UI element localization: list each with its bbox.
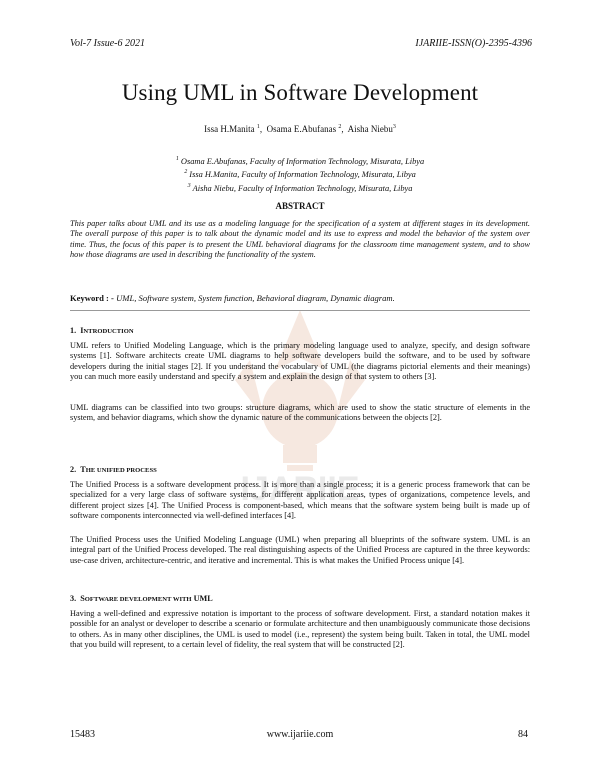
section-heading-software-development: 3. SOFTWARE DEVELOPMENT WITH UML — [70, 594, 213, 603]
affiliation-line: $^1$ Osama E.Abufanas, Faculty of Information Technology, Misurata, Libya — [175, 156, 425, 166]
watermark-text: IJARIIE — [240, 470, 360, 508]
author-name: Osama E.Abufanas — [266, 124, 337, 134]
author-list: Issa H.Manita $^1$, Osama E.Abufanas $^2$, Aisha Niebu$^3$ — [204, 124, 396, 134]
author-sup: 1 — [256, 124, 260, 130]
paragraph: The Unified Process is a software development process. It is more than a single process; it is a generic process framework that can be specialized for a very large class of software systems, for different application areas, types of organizations, competence levels, and different project sizes [4]. The Unified Process is component-based, which means that the software system being built is made up of software components interconnected via well-defined interfaces [4]. — [70, 480, 530, 520]
author-sup: 3 — [392, 124, 396, 130]
footer-paper-id: 15483 — [70, 729, 95, 740]
author-sup: 2 — [338, 124, 342, 130]
footer-website: www.ijariie.com — [266, 729, 334, 740]
author-name: Aisha Niebu — [347, 124, 393, 134]
footer-page-number: 84 — [518, 729, 528, 740]
abstract-text: This paper talks about UML and its use as a modeling language for the specification of a system at different stages in its development. The overall purpose of this paper is to talk about the dynamic model and its use to express and model the behavior of the system over time. Thus, the focus of this paper is to present the UML behavioral diagrams for the classroom time management system, and to show how those diagrams are used in describing the functionality of the system. — [70, 219, 530, 259]
keywords — [70, 293, 530, 303]
section-heading-unified-process: 2. THE UNIFIED PROCESS — [70, 465, 157, 474]
section-heading-introduction: 1. INTRODUCTION — [70, 326, 134, 335]
divider — [70, 310, 530, 311]
paragraph: The Unified Process uses the Unified Modeling Language (UML) when preparing all blueprints of the software system. UML is an integral part of the Unified Process developed. The real distinguishing aspects of the Unified Process are captured in the three keywords: use-case driven, architecture-centric, and iterative and incremental. This is what makes the Unified Process unique [4]. — [70, 535, 530, 565]
keywords-label: Keyword : - — [70, 293, 114, 303]
author-name: Issa H.Manita — [204, 124, 255, 134]
paragraph: UML refers to Unified Modeling Language, which is the primary modeling language used to analyze, specify, and design software systems [1]. Software architects create UML diagrams to help software developers build the software, and to be used by software developers during the initial stages [2]. If you understand the vocabulary of UML (the diagrams pictorial elements and their meanings) you can much more easily understand and specify a system and explain the design of that system to others [3]. — [70, 341, 530, 381]
abstract-heading: ABSTRACT — [275, 201, 325, 211]
keywords-text: UML, Software system, System function, Behavioral diagram, Dynamic diagram. — [116, 293, 395, 303]
journal-issn: IJARIIE-ISSN(O)-2395-4396 — [415, 38, 532, 49]
paragraph: UML diagrams can be classified into two groups: structure diagrams, which are used to show the static structure of elements in the system, and behavior diagrams, which show the dynamic nature of the communications between the objects [2]. — [70, 403, 530, 423]
affiliation-line: $^3$ Aisha Niebu, Faculty of Information Technology, Misurata, Libya — [187, 182, 413, 193]
paper-title: Using UML in Software Development — [121, 80, 479, 105]
affiliation-list — [0, 154, 600, 194]
journal-volume: Vol-7 Issue-6 2021 — [70, 38, 145, 49]
paragraph: Having a well-defined and expressive notation is important to the process of software development. First, a standard notation makes it possible for an analyst or developer to describe a scenario or formulate architecture and then unambiguously communicate those decisions to others. As in many other disciplines, the UML is used to model (i.e., represent) the system being built. Taken in total, the UML model that you build will represent, to a certain level of fidelity, the real system that will be constructed [2]. — [70, 609, 530, 649]
affiliation-line: $^2$ Issa H.Manita, Faculty of Information Technology, Misurata, Libya — [184, 169, 416, 180]
